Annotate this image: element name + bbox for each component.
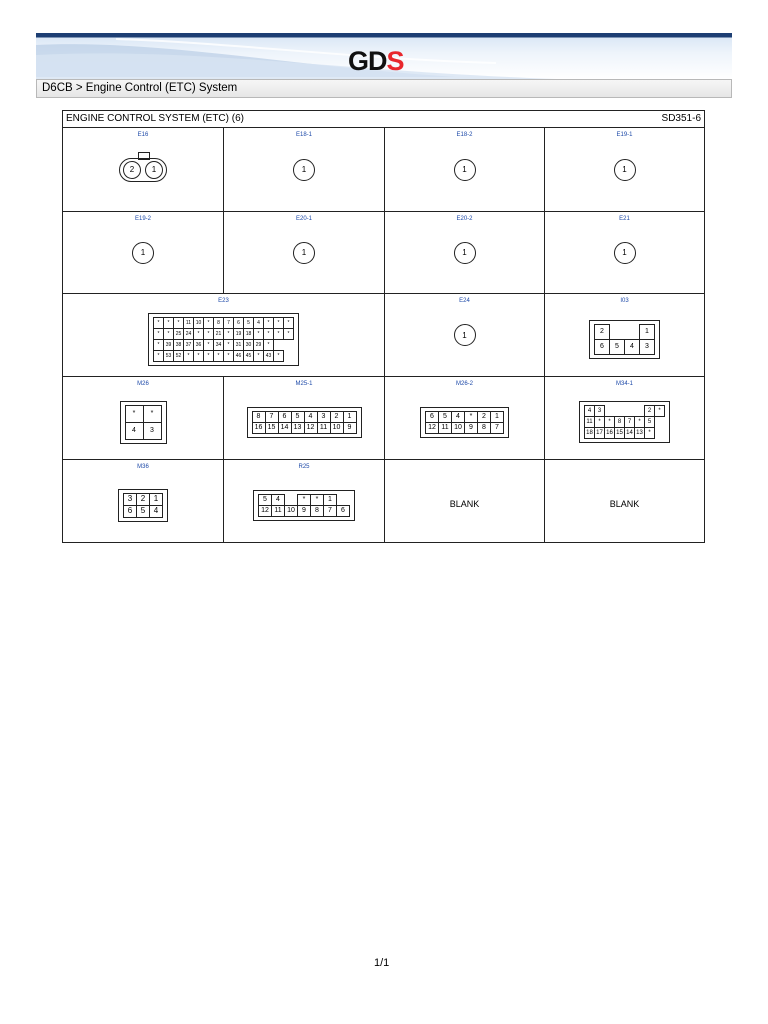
connector-body: [385, 128, 544, 211]
pin: *: [214, 350, 224, 361]
connector-cell: [545, 128, 704, 211]
pin: *: [224, 328, 234, 339]
logo-accent: S: [386, 46, 404, 76]
logo-main: GD: [348, 46, 387, 76]
pin: 12: [259, 505, 272, 516]
pin: 18: [244, 328, 254, 339]
pin: *: [284, 328, 294, 339]
pin: *: [284, 317, 294, 328]
pin: *: [645, 428, 655, 439]
pin: 16: [252, 422, 265, 433]
pin: 5: [137, 505, 150, 517]
pin: 2: [330, 411, 343, 422]
connector-label: E18-1: [295, 132, 312, 138]
connector-body: [63, 212, 223, 293]
pin: 2: [645, 406, 655, 417]
pin-circle: 1: [614, 242, 636, 264]
pin: 2: [137, 493, 150, 505]
connector-body: [545, 128, 704, 211]
pin-circle: 2: [123, 161, 141, 179]
pin: 4: [150, 505, 163, 517]
connector-body: [63, 128, 223, 211]
pin: 11: [439, 422, 452, 433]
pin: *: [154, 350, 164, 361]
pin: *: [274, 317, 284, 328]
pin-circle: 1: [454, 324, 476, 346]
grid-vline: [704, 459, 705, 542]
pin: *: [254, 328, 264, 339]
blank-label: BLANK: [449, 499, 480, 509]
grid-vline: [62, 110, 63, 127]
connector-label: M25-1: [295, 381, 313, 387]
pin: 17: [595, 428, 605, 439]
connector-label: M34-1: [615, 381, 633, 387]
pin: 12: [304, 422, 317, 433]
pin: 6: [426, 411, 439, 422]
breadcrumb-bar: [36, 79, 732, 98]
grid-hline: [62, 542, 705, 543]
pin: 1: [324, 494, 337, 505]
pin: *: [595, 417, 605, 428]
connector-label: E20-2: [456, 216, 473, 222]
pin-circle: 1: [454, 159, 476, 181]
connector-cell: [545, 294, 704, 376]
pin: 18: [585, 428, 595, 439]
pin: 9: [465, 422, 478, 433]
connector-cell: [224, 212, 384, 293]
connector-body: [545, 377, 704, 459]
pin: *: [274, 350, 284, 361]
connector-body: [63, 460, 223, 542]
pin-circle: 1: [614, 159, 636, 181]
pin-circle: 1: [454, 242, 476, 264]
pin: *: [224, 350, 234, 361]
diagram-title: ENGINE CONTROL SYSTEM (ETC) (6): [66, 113, 244, 124]
pin: 9: [298, 505, 311, 516]
connector-label: I03: [620, 298, 629, 304]
pin-grid: [584, 405, 665, 439]
pin: 10: [330, 422, 343, 433]
pin: *: [264, 317, 274, 328]
pin: 4: [125, 422, 143, 439]
pin: 6: [595, 339, 610, 354]
connector-shell: [579, 401, 670, 443]
page-number: 1/1: [374, 957, 390, 969]
connector-label: E16: [137, 132, 149, 138]
diagram-code: SD351-6: [661, 113, 701, 124]
pin: *: [264, 328, 274, 339]
breadcrumb: D6CB > Engine Control (ETC) System: [42, 82, 238, 94]
pin: 21: [214, 328, 224, 339]
pin: 10: [452, 422, 465, 433]
pin: *: [204, 339, 214, 350]
pin: *: [465, 411, 478, 422]
connector-cell: [385, 377, 544, 459]
connector-cell: [545, 377, 704, 459]
pin: 7: [324, 505, 337, 516]
pin: 7: [224, 317, 234, 328]
pin: 4: [272, 494, 285, 505]
connector-body: [224, 212, 384, 293]
pin: *: [264, 339, 274, 350]
pin: [635, 406, 645, 417]
pin-circle: 1: [132, 242, 154, 264]
connector-cell: [63, 377, 223, 459]
pin: 7: [491, 422, 504, 433]
connector-shell: [118, 489, 168, 522]
pin: *: [194, 328, 204, 339]
pin: 5: [259, 494, 272, 505]
connector-label: E24: [459, 298, 470, 304]
pin: *: [194, 350, 204, 361]
pin: 2: [478, 411, 491, 422]
pin: *: [274, 328, 284, 339]
connector-cell: [224, 460, 384, 542]
pin: 52: [174, 350, 184, 361]
pin: 4: [452, 411, 465, 422]
pin: 4: [625, 339, 640, 354]
pin: 6: [234, 317, 244, 328]
grid-hline: [62, 110, 705, 111]
gds-logo: [348, 48, 404, 74]
pin: *: [184, 350, 194, 361]
connector-body: [385, 460, 544, 542]
pin: *: [125, 405, 143, 422]
connector-shell: [247, 407, 362, 438]
pin: 5: [244, 317, 254, 328]
pin: *: [204, 328, 214, 339]
connector-body: [63, 294, 384, 376]
connector-body: [224, 128, 384, 211]
pin: *: [254, 350, 264, 361]
pin: 1: [343, 411, 356, 422]
pin-grid: [153, 317, 294, 362]
pin: 25: [174, 328, 184, 339]
pin: 8: [252, 411, 265, 422]
connector-label: R25: [298, 464, 310, 470]
connector-body: [545, 212, 704, 293]
connector-cell: [545, 212, 704, 293]
connector-body: [224, 377, 384, 459]
pin: 4: [254, 317, 264, 328]
connector-cell: [224, 377, 384, 459]
pin: 2: [595, 324, 610, 339]
connector-body: [63, 377, 223, 459]
connector-cell: [385, 128, 544, 211]
pin: 1: [491, 411, 504, 422]
pin: 7: [625, 417, 635, 428]
pin: 8: [311, 505, 324, 516]
connector-cell: [385, 460, 544, 542]
connector-cell: [385, 294, 544, 376]
pin: [605, 406, 615, 417]
connector-shell: [589, 320, 660, 359]
pin: *: [224, 339, 234, 350]
pin: 45: [244, 350, 254, 361]
connector-body: [224, 460, 384, 542]
pin: 24: [184, 328, 194, 339]
pin: *: [605, 417, 615, 428]
grid-vline: [704, 211, 705, 293]
pin: 8: [214, 317, 224, 328]
pin: 11: [317, 422, 330, 433]
pin-circle: 1: [145, 161, 163, 179]
pin: 5: [645, 417, 655, 428]
connector-label: M26-2: [455, 381, 473, 387]
connector-shell: [253, 490, 355, 521]
pin-grid: [123, 493, 163, 518]
pin: *: [204, 317, 214, 328]
connector-body: [545, 294, 704, 376]
pin: 1: [640, 324, 655, 339]
connector-shell: [120, 401, 167, 444]
connector-cell: [63, 128, 223, 211]
pin: 30: [244, 339, 254, 350]
connector-label: E23: [218, 298, 229, 304]
pin-grid: [425, 411, 504, 434]
pin: 10: [285, 505, 298, 516]
connector-cell: [385, 212, 544, 293]
pin: 3: [640, 339, 655, 354]
connector-latch: [138, 152, 150, 160]
pin: 4: [585, 406, 595, 417]
pin: 5: [610, 339, 625, 354]
pin-circle: 1: [293, 242, 315, 264]
pin: [285, 494, 298, 505]
pin: 34: [214, 339, 224, 350]
pin: 19: [234, 328, 244, 339]
connector-diagram: [62, 110, 705, 544]
pin: *: [298, 494, 311, 505]
pin: 9: [343, 422, 356, 433]
connector-cell: [63, 460, 223, 542]
pin: 39: [164, 339, 174, 350]
pin: *: [204, 350, 214, 361]
pin: 29: [254, 339, 264, 350]
pin: 3: [124, 493, 137, 505]
pin: 3: [143, 422, 161, 439]
pin: 16: [605, 428, 615, 439]
pin-grid: [125, 405, 162, 440]
pin-circle: 1: [293, 159, 315, 181]
pin: 37: [184, 339, 194, 350]
pin: 13: [635, 428, 645, 439]
connector-cell: [63, 294, 384, 376]
pin: 11: [585, 417, 595, 428]
grid-vline: [704, 293, 705, 376]
connector-label: E21: [619, 216, 630, 222]
two-pin-connector: [119, 158, 167, 182]
pin: 15: [265, 422, 278, 433]
connector-cell: [224, 128, 384, 211]
pin: 5: [439, 411, 452, 422]
pin: 3: [317, 411, 330, 422]
connector-body: [385, 212, 544, 293]
connector-label: E19-2: [134, 216, 151, 222]
pin: 13: [291, 422, 304, 433]
connector-body: [545, 460, 704, 542]
connector-label: E19-1: [616, 132, 633, 138]
pin: *: [655, 406, 665, 417]
grid-vline: [704, 110, 705, 127]
pin: [615, 406, 625, 417]
pin: *: [174, 317, 184, 328]
connector-shell: [148, 313, 299, 366]
pin: 46: [234, 350, 244, 361]
pin: 31: [234, 339, 244, 350]
connector-cell: [63, 212, 223, 293]
connector-label: E20-1: [295, 216, 312, 222]
connector-label: M26: [137, 381, 149, 387]
connector-label: M36: [137, 464, 149, 470]
connector-body: [385, 377, 544, 459]
pin: 53: [164, 350, 174, 361]
pin: 4: [304, 411, 317, 422]
pin: 6: [278, 411, 291, 422]
pin: 8: [478, 422, 491, 433]
grid-vline: [704, 127, 705, 211]
pin: *: [164, 328, 174, 339]
pin: *: [143, 405, 161, 422]
blank-label: BLANK: [609, 499, 640, 509]
pin: 36: [194, 339, 204, 350]
pin: *: [164, 317, 174, 328]
pin: [625, 406, 635, 417]
pin: 6: [337, 505, 350, 516]
pin: 11: [272, 505, 285, 516]
pin: 6: [124, 505, 137, 517]
pin: [625, 324, 640, 339]
pin: *: [154, 328, 164, 339]
pin: 14: [278, 422, 291, 433]
connector-cell: [545, 460, 704, 542]
connector-body: [385, 294, 544, 376]
pin-grid: [252, 411, 357, 434]
pin: 14: [625, 428, 635, 439]
connector-label: E18-2: [456, 132, 473, 138]
pin: 11: [184, 317, 194, 328]
pin: 7: [265, 411, 278, 422]
pin: *: [154, 339, 164, 350]
pin: [610, 324, 625, 339]
pin: *: [635, 417, 645, 428]
pin: 38: [174, 339, 184, 350]
connector-shell: [420, 407, 509, 438]
pin: *: [154, 317, 164, 328]
pin-grid: [594, 324, 655, 355]
pin: 3: [595, 406, 605, 417]
pin: 12: [426, 422, 439, 433]
pin: *: [311, 494, 324, 505]
pin: 10: [194, 317, 204, 328]
grid-vline: [704, 376, 705, 459]
pin: 15: [615, 428, 625, 439]
pin-grid: [258, 494, 350, 517]
pin: 43: [264, 350, 274, 361]
pin: 1: [150, 493, 163, 505]
pin: 5: [291, 411, 304, 422]
pin: 8: [615, 417, 625, 428]
